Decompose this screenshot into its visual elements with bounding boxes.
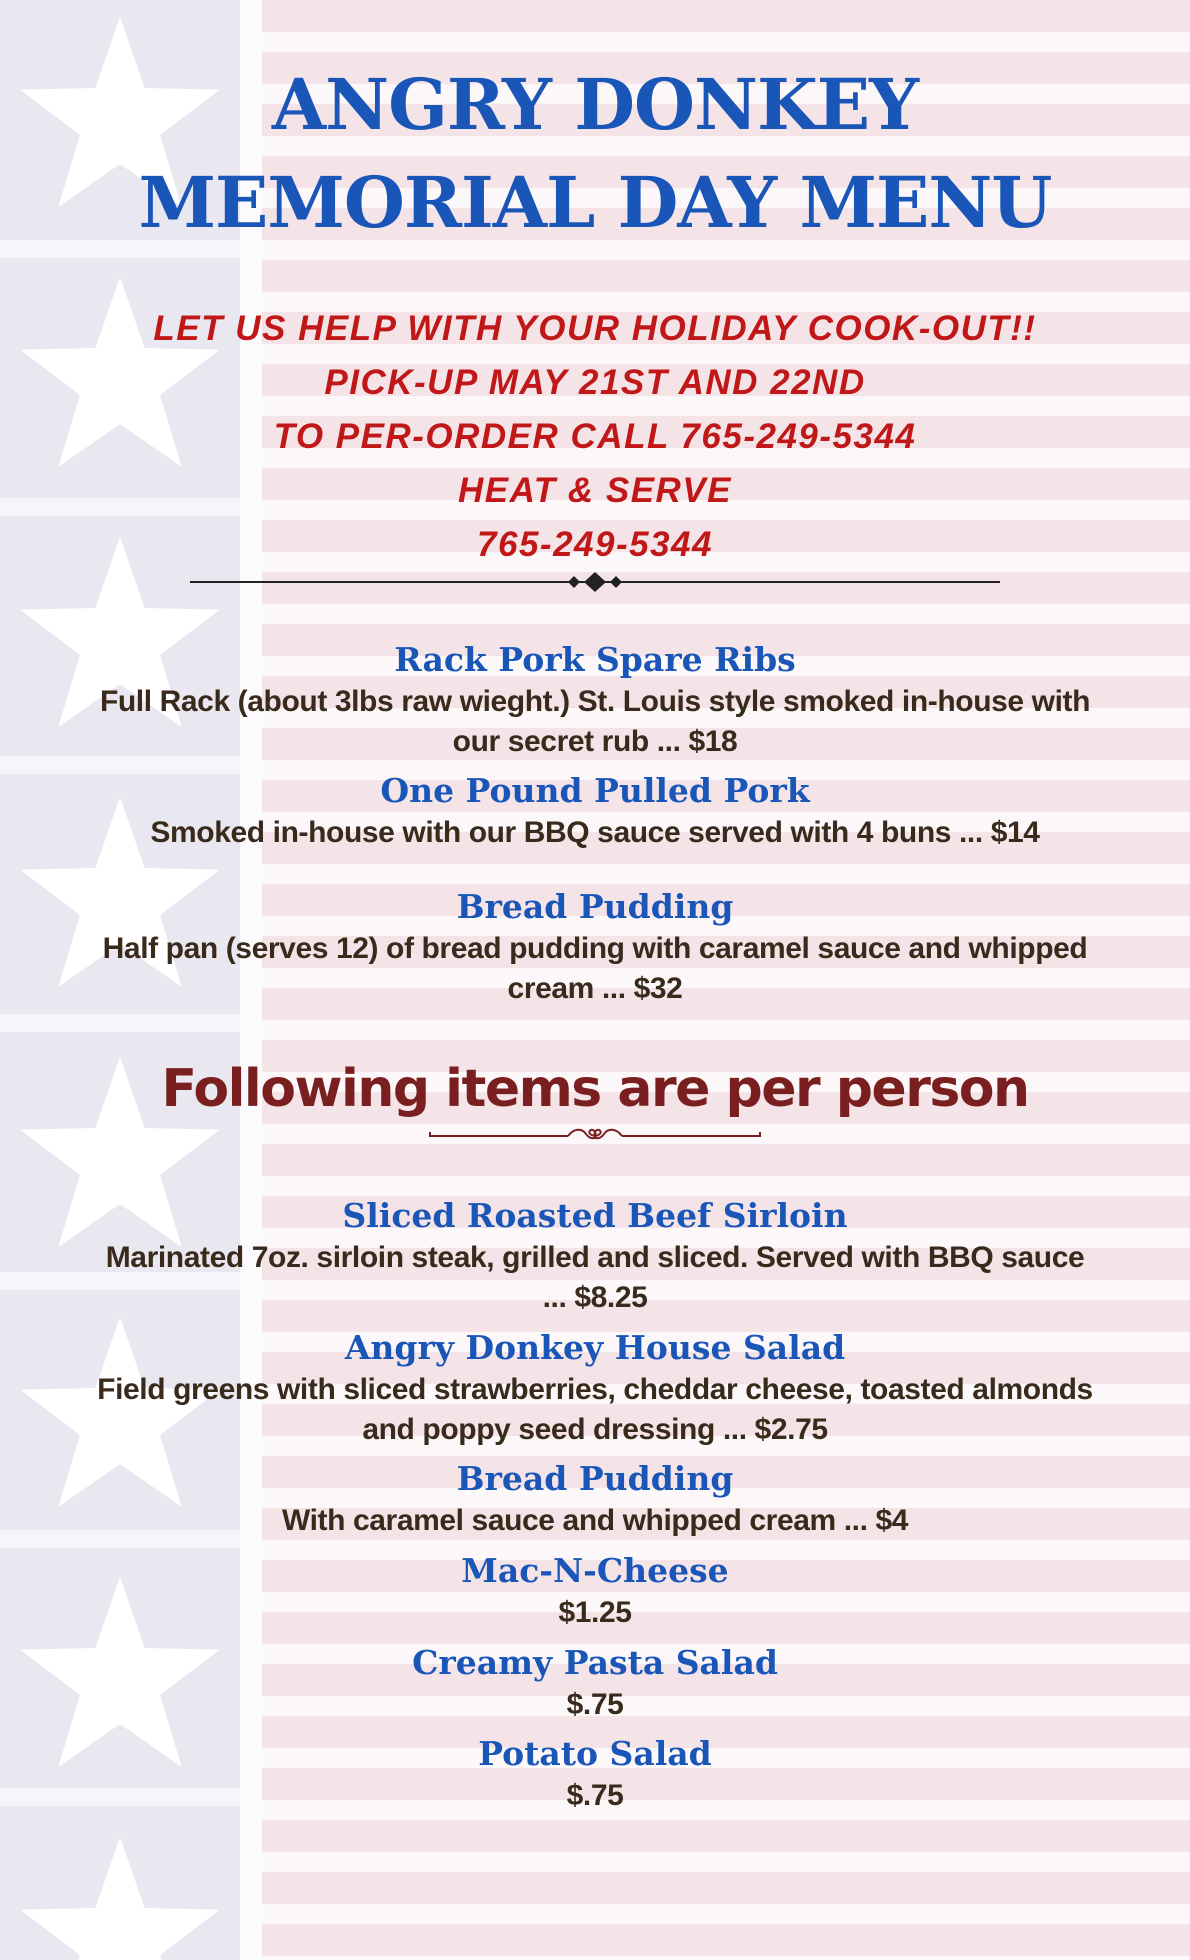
menu-item-name: Sliced Roasted Beef Sirloin: [342, 1196, 848, 1235]
menu-item: [0, 1732, 1190, 1816]
menu-item-name: Mac-N-Cheese: [461, 1551, 729, 1590]
promo-block: [0, 302, 1190, 572]
menu-item-name: Bread Pudding: [456, 887, 734, 926]
menu-item-description: $.75: [566, 1779, 624, 1812]
menu-item-description: Full Rack (about 3lbs raw wieght.) St. Louis style smoked in-house with our secret rub ... $18: [99, 685, 1091, 758]
menu-title-line1: ANGRY DONKEY: [271, 63, 919, 146]
menu-item-description: With caramel sauce and whipped cream ... $4: [281, 1504, 909, 1537]
menu-item-description: Smoked in-house with our BBQ sauce served with 4 buns ... $14: [150, 816, 1040, 849]
menu-item: [0, 1194, 1190, 1318]
promo-line: HEAT & SERVE: [457, 471, 733, 510]
per-person-heading: Following items are per person: [161, 1059, 1029, 1119]
menu-item: [0, 1457, 1190, 1541]
menu-item-name: Creamy Pasta Salad: [412, 1643, 778, 1682]
menu-item: [0, 1549, 1190, 1633]
menu-item-description: $.75: [566, 1688, 624, 1721]
diamond-divider-icon: [190, 572, 1000, 592]
promo-line: LET US HELP WITH YOUR HOLIDAY COOK-OUT!!: [153, 309, 1037, 348]
menu-item-description: $1.25: [558, 1596, 632, 1629]
menu-item: [0, 1326, 1190, 1450]
menu-item-name: Rack Pork Spare Ribs: [394, 640, 796, 679]
menu-item-description: Field greens with sliced strawberries, cheddar cheese, toasted almonds and poppy seed dressing ... $2.75: [97, 1373, 1093, 1446]
menu-item: [0, 638, 1190, 762]
flourish-ornament-icon: [428, 1124, 762, 1148]
menu-item-name: Angry Donkey House Salad: [344, 1328, 846, 1367]
menu-item: [0, 769, 1190, 853]
menu-item: [0, 885, 1190, 1009]
menu-item-description: Half pan (serves 12) of bread pudding with caramel sauce and whipped cream ... $32: [102, 932, 1088, 1005]
promo-line: PICK-UP MAY 21ST AND 22ND: [324, 363, 866, 402]
menu-item-name: Bread Pudding: [456, 1459, 734, 1498]
menu-item: [0, 1641, 1190, 1725]
menu-item-name: One Pound Pulled Pork: [380, 771, 810, 810]
promo-line: TO PER-ORDER CALL 765-249-5344: [273, 417, 917, 456]
menu-item-description: Marinated 7oz. sirloin steak, grilled and sliced. Served with BBQ sauce ... $8.25: [105, 1241, 1085, 1314]
menu-item-name: Potato Salad: [478, 1734, 712, 1773]
promo-line: 765-249-5344: [477, 525, 713, 564]
menu-title-line2: MEMORIAL DAY MENU: [138, 161, 1052, 244]
